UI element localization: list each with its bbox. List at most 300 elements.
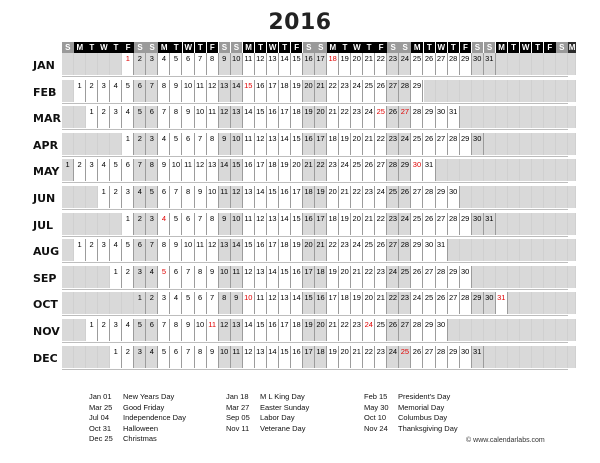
day-cell: 16 <box>303 213 315 235</box>
day-cell: 21 <box>315 239 327 261</box>
empty-cell <box>484 186 496 208</box>
empty-cell <box>496 319 508 341</box>
day-cell: 20 <box>315 319 327 341</box>
empty-cell <box>98 133 110 155</box>
day-cell: 20 <box>303 239 315 261</box>
empty-cell <box>532 239 544 261</box>
empty-cell <box>544 186 556 208</box>
day-cell: 2 <box>122 346 134 368</box>
day-cell: 13 <box>255 346 267 368</box>
day-cell: 13 <box>219 80 231 102</box>
day-cell: 22 <box>351 186 363 208</box>
day-cell: 24 <box>351 80 363 102</box>
day-cell: 20 <box>303 80 315 102</box>
empty-cell <box>484 133 496 155</box>
day-cell: 5 <box>170 53 182 75</box>
empty-cell <box>556 53 568 75</box>
row-divider <box>62 76 568 77</box>
weekday-header: F <box>544 42 556 53</box>
empty-cell <box>532 346 544 368</box>
empty-cell <box>520 346 532 368</box>
day-cell: 11 <box>183 159 195 181</box>
day-cell: 2 <box>134 53 146 75</box>
day-cell: 21 <box>363 53 375 75</box>
day-cell: 4 <box>110 239 122 261</box>
empty-cell <box>520 133 532 155</box>
day-cell: 23 <box>327 159 339 181</box>
empty-cell <box>556 80 568 102</box>
day-cell: 6 <box>146 319 158 341</box>
day-cell: 12 <box>255 213 267 235</box>
day-cell: 29 <box>399 159 411 181</box>
empty-cell <box>568 213 576 235</box>
holiday-entry <box>89 424 158 433</box>
day-cell: 7 <box>170 186 182 208</box>
day-cell: 26 <box>375 80 387 102</box>
weekday-header: W <box>184 43 193 52</box>
day-cell: 13 <box>267 133 279 155</box>
empty-cell <box>74 346 86 368</box>
day-cell: 8 <box>158 239 170 261</box>
day-cell: 1 <box>110 266 122 288</box>
empty-cell <box>86 133 98 155</box>
day-cell: 24 <box>411 292 423 314</box>
day-cell: 18 <box>279 80 291 102</box>
holiday-name: Christmas <box>123 434 157 444</box>
empty-cell <box>448 159 460 181</box>
day-cell: 14 <box>255 186 267 208</box>
day-cell: 9 <box>170 239 182 261</box>
holiday-date: Feb 15 <box>364 392 388 401</box>
day-cell: 4 <box>134 186 146 208</box>
day-cell: 8 <box>170 106 182 128</box>
day-cell: 16 <box>255 239 267 261</box>
empty-cell <box>484 106 496 128</box>
empty-cell <box>74 133 86 155</box>
day-cell: 16 <box>315 292 327 314</box>
weekday-header: S <box>219 42 231 53</box>
day-cell: 30 <box>460 346 472 368</box>
holiday-entry <box>226 392 305 401</box>
day-cell: 30 <box>448 186 460 208</box>
empty-cell <box>436 159 448 181</box>
day-cell: 20 <box>351 133 363 155</box>
day-cell: 22 <box>375 53 387 75</box>
empty-cell <box>110 213 122 235</box>
weekday-header: F <box>122 42 134 53</box>
day-cell: 13 <box>255 266 267 288</box>
day-cell: 22 <box>339 319 351 341</box>
day-cell: 11 <box>231 266 243 288</box>
day-cell: 15 <box>231 159 243 181</box>
day-cell: 31 <box>496 292 508 314</box>
weekday-header: M <box>158 42 170 53</box>
day-cell: 5 <box>134 319 146 341</box>
day-cell: 25 <box>411 213 423 235</box>
empty-cell <box>556 159 568 181</box>
day-cell: 20 <box>315 106 327 128</box>
day-cell: 7 <box>195 213 207 235</box>
empty-cell <box>448 80 460 102</box>
empty-cell <box>556 213 568 235</box>
holiday-entry <box>364 424 458 433</box>
day-cell: 21 <box>303 159 315 181</box>
empty-cell <box>496 346 508 368</box>
day-cell: 16 <box>267 319 279 341</box>
holiday-entry <box>226 403 309 412</box>
day-cell: 10 <box>183 239 195 261</box>
day-cell: 7 <box>183 266 195 288</box>
day-cell: 25 <box>363 80 375 102</box>
weekday-header: M <box>568 43 576 52</box>
day-cell: 14 <box>243 106 255 128</box>
day-cell: 12 <box>267 292 279 314</box>
empty-cell <box>460 186 472 208</box>
day-cell: 19 <box>291 80 303 102</box>
weekday-header: M <box>74 42 86 53</box>
day-cell: 23 <box>387 53 399 75</box>
day-cell: 8 <box>146 159 158 181</box>
empty-cell <box>484 319 496 341</box>
holiday-entry <box>364 403 444 412</box>
day-cell: 3 <box>110 106 122 128</box>
day-cell: 29 <box>411 239 423 261</box>
day-cell: 21 <box>375 292 387 314</box>
empty-cell <box>556 319 568 341</box>
day-cell: 27 <box>424 346 436 368</box>
empty-cell <box>62 292 74 314</box>
empty-cell <box>460 80 472 102</box>
day-cell: 20 <box>363 292 375 314</box>
holiday-entry <box>364 392 450 401</box>
day-cell: 9 <box>207 346 219 368</box>
day-cell: 23 <box>375 266 387 288</box>
empty-cell <box>496 213 508 235</box>
day-cell: 14 <box>267 266 279 288</box>
empty-cell <box>556 266 568 288</box>
empty-cell <box>544 266 556 288</box>
empty-cell <box>98 292 110 314</box>
day-cell: 7 <box>158 106 170 128</box>
empty-cell <box>74 319 86 341</box>
row-divider <box>62 289 568 290</box>
day-cell: 10 <box>195 106 207 128</box>
day-cell: 27 <box>375 159 387 181</box>
day-cell: 28 <box>399 80 411 102</box>
day-cell: 6 <box>183 53 195 75</box>
day-cell: 8 <box>183 186 195 208</box>
empty-cell <box>508 239 520 261</box>
empty-cell <box>568 319 576 341</box>
empty-cell <box>62 346 74 368</box>
empty-cell <box>496 80 508 102</box>
empty-cell <box>532 213 544 235</box>
day-cell: 12 <box>243 346 255 368</box>
day-cell: 5 <box>158 346 170 368</box>
empty-cell <box>484 346 496 368</box>
day-cell: 14 <box>267 346 279 368</box>
empty-cell <box>98 213 110 235</box>
day-cell: 30 <box>436 106 448 128</box>
weekday-header: T <box>532 42 544 53</box>
day-cell: 5 <box>134 106 146 128</box>
empty-cell <box>568 346 576 368</box>
day-cell: 8 <box>195 346 207 368</box>
row-divider <box>62 103 568 104</box>
empty-cell <box>62 53 74 75</box>
day-cell: 28 <box>436 266 448 288</box>
empty-cell <box>496 186 508 208</box>
day-cell: 30 <box>411 159 423 181</box>
empty-cell <box>508 186 520 208</box>
weekday-header: S <box>472 42 484 53</box>
empty-cell <box>62 186 74 208</box>
day-cell: 27 <box>436 53 448 75</box>
day-cell: 4 <box>146 346 158 368</box>
weekday-header: T <box>195 42 207 53</box>
day-cell: 13 <box>267 53 279 75</box>
weekday-header: S <box>399 42 411 53</box>
weekday-header: M <box>327 42 339 53</box>
day-cell: 14 <box>243 319 255 341</box>
month-label: MAY <box>33 165 60 179</box>
day-cell: 25 <box>375 106 387 128</box>
day-cell: 10 <box>219 346 231 368</box>
day-cell: 31 <box>424 159 436 181</box>
day-cell: 22 <box>327 239 339 261</box>
day-cell: 15 <box>243 239 255 261</box>
day-cell: 16 <box>255 80 267 102</box>
day-cell: 17 <box>315 53 327 75</box>
day-cell: 18 <box>303 186 315 208</box>
holiday-entry <box>364 413 447 422</box>
credit-line <box>466 437 545 444</box>
day-cell: 16 <box>267 106 279 128</box>
empty-cell <box>520 80 532 102</box>
day-cell: 4 <box>122 319 134 341</box>
day-cell: 17 <box>291 186 303 208</box>
day-cell: 28 <box>411 319 423 341</box>
day-cell: 29 <box>472 292 484 314</box>
day-cell: 30 <box>472 53 484 75</box>
row-divider <box>62 156 568 157</box>
empty-cell <box>508 213 520 235</box>
day-cell: 6 <box>183 213 195 235</box>
holiday-name: President's Day <box>398 392 451 401</box>
day-cell: 28 <box>448 213 460 235</box>
day-cell: 17 <box>255 159 267 181</box>
day-cell: 8 <box>158 80 170 102</box>
day-cell: 10 <box>170 159 182 181</box>
empty-cell <box>472 80 484 102</box>
day-cell: 9 <box>219 53 231 75</box>
empty-cell <box>508 266 520 288</box>
empty-cell <box>86 53 98 75</box>
day-cell: 29 <box>460 213 472 235</box>
weekday-header: T <box>339 42 351 53</box>
empty-cell <box>460 159 472 181</box>
empty-cell <box>460 106 472 128</box>
day-cell: 4 <box>146 266 158 288</box>
day-cell: 29 <box>460 133 472 155</box>
day-cell: 17 <box>315 213 327 235</box>
empty-cell <box>62 213 74 235</box>
day-cell: 7 <box>134 159 146 181</box>
empty-cell <box>62 106 74 128</box>
empty-cell <box>520 159 532 181</box>
empty-cell <box>568 159 576 181</box>
day-cell: 3 <box>146 133 158 155</box>
day-cell: 31 <box>484 213 496 235</box>
day-cell: 21 <box>315 80 327 102</box>
empty-cell <box>544 239 556 261</box>
month-label: SEP <box>33 271 57 285</box>
day-cell: 13 <box>279 292 291 314</box>
day-cell: 21 <box>351 346 363 368</box>
holiday-date: Sep 05 <box>226 413 250 423</box>
day-cell: 22 <box>363 266 375 288</box>
day-cell: 2 <box>98 319 110 341</box>
day-cell: 9 <box>170 80 182 102</box>
day-cell: 26 <box>424 133 436 155</box>
empty-cell <box>460 319 472 341</box>
day-cell: 13 <box>231 106 243 128</box>
empty-cell <box>74 186 86 208</box>
empty-cell <box>520 106 532 128</box>
day-cell: 23 <box>375 346 387 368</box>
day-cell: 21 <box>363 213 375 235</box>
day-cell: 16 <box>303 53 315 75</box>
day-cell: 26 <box>411 346 423 368</box>
empty-cell <box>496 133 508 155</box>
weekday-header: S <box>484 42 496 53</box>
day-cell: 22 <box>315 159 327 181</box>
weekday-header: T <box>279 42 291 53</box>
day-cell: 15 <box>255 106 267 128</box>
empty-cell <box>532 106 544 128</box>
day-cell: 19 <box>339 133 351 155</box>
holiday-entry <box>226 413 295 422</box>
day-cell: 5 <box>158 266 170 288</box>
empty-cell <box>556 239 568 261</box>
empty-cell <box>544 292 556 314</box>
day-cell: 25 <box>411 133 423 155</box>
day-cell: 26 <box>424 213 436 235</box>
day-cell: 28 <box>424 186 436 208</box>
day-cell: 29 <box>448 266 460 288</box>
day-cell: 12 <box>195 159 207 181</box>
day-cell: 22 <box>327 80 339 102</box>
holiday-date: Jan 18 <box>226 392 249 401</box>
day-cell: 10 <box>231 213 243 235</box>
empty-cell <box>472 186 484 208</box>
weekday-header: W <box>100 43 108 52</box>
weekday-header: W <box>353 43 361 52</box>
day-cell: 11 <box>243 213 255 235</box>
day-cell: 30 <box>484 292 496 314</box>
row-divider <box>62 129 568 130</box>
row-divider <box>62 209 568 210</box>
empty-cell <box>472 319 484 341</box>
empty-cell <box>568 266 576 288</box>
day-cell: 16 <box>243 159 255 181</box>
holiday-entry <box>226 424 305 433</box>
empty-cell <box>484 239 496 261</box>
day-cell: 29 <box>460 53 472 75</box>
empty-cell <box>568 80 576 102</box>
empty-cell <box>532 133 544 155</box>
day-cell: 12 <box>219 319 231 341</box>
day-cell: 17 <box>267 239 279 261</box>
day-cell: 25 <box>424 292 436 314</box>
weekday-header: W <box>521 43 530 52</box>
day-cell: 18 <box>327 133 339 155</box>
empty-cell <box>74 106 86 128</box>
day-cell: 2 <box>134 213 146 235</box>
day-cell: 11 <box>255 292 267 314</box>
day-cell: 22 <box>387 292 399 314</box>
empty-cell <box>110 133 122 155</box>
day-cell: 3 <box>122 186 134 208</box>
day-cell: 6 <box>170 346 182 368</box>
empty-cell <box>544 133 556 155</box>
day-cell: 23 <box>351 319 363 341</box>
holiday-date: Mar 25 <box>89 402 113 412</box>
day-cell: 3 <box>146 53 158 75</box>
day-cell: 26 <box>387 319 399 341</box>
holiday-name: Columbus Day <box>398 413 448 423</box>
day-cell: 9 <box>158 159 170 181</box>
day-cell: 29 <box>411 80 423 102</box>
holiday-date: Mar 27 <box>226 402 250 412</box>
empty-cell <box>62 80 74 102</box>
empty-cell <box>62 133 74 155</box>
day-cell: 1 <box>122 133 134 155</box>
day-cell: 6 <box>183 133 195 155</box>
day-cell: 13 <box>267 213 279 235</box>
holiday-entry <box>89 403 164 412</box>
day-cell: 9 <box>219 133 231 155</box>
day-cell: 9 <box>183 106 195 128</box>
day-cell: 6 <box>134 80 146 102</box>
day-cell: 11 <box>207 319 219 341</box>
empty-cell <box>520 319 532 341</box>
month-label: DEC <box>33 351 58 365</box>
day-cell: 22 <box>339 106 351 128</box>
day-cell: 10 <box>207 186 219 208</box>
day-cell: 28 <box>387 159 399 181</box>
day-cell: 21 <box>351 266 363 288</box>
weekday-header: T <box>110 42 122 53</box>
holiday-name: Memorial Day <box>398 402 445 412</box>
day-cell: 2 <box>146 292 158 314</box>
empty-cell <box>544 213 556 235</box>
empty-cell <box>508 80 520 102</box>
day-cell: 3 <box>134 346 146 368</box>
empty-cell <box>496 106 508 128</box>
empty-cell <box>532 292 544 314</box>
day-cell: 19 <box>279 159 291 181</box>
weekday-header: T <box>448 42 460 53</box>
empty-cell <box>496 239 508 261</box>
day-cell: 4 <box>122 106 134 128</box>
empty-cell <box>532 53 544 75</box>
weekday-header: S <box>134 42 146 53</box>
day-cell: 26 <box>411 266 423 288</box>
credit-text: www.calendarlabs.com <box>473 437 545 444</box>
weekday-header: S <box>556 42 568 53</box>
month-label: NOV <box>33 325 60 338</box>
